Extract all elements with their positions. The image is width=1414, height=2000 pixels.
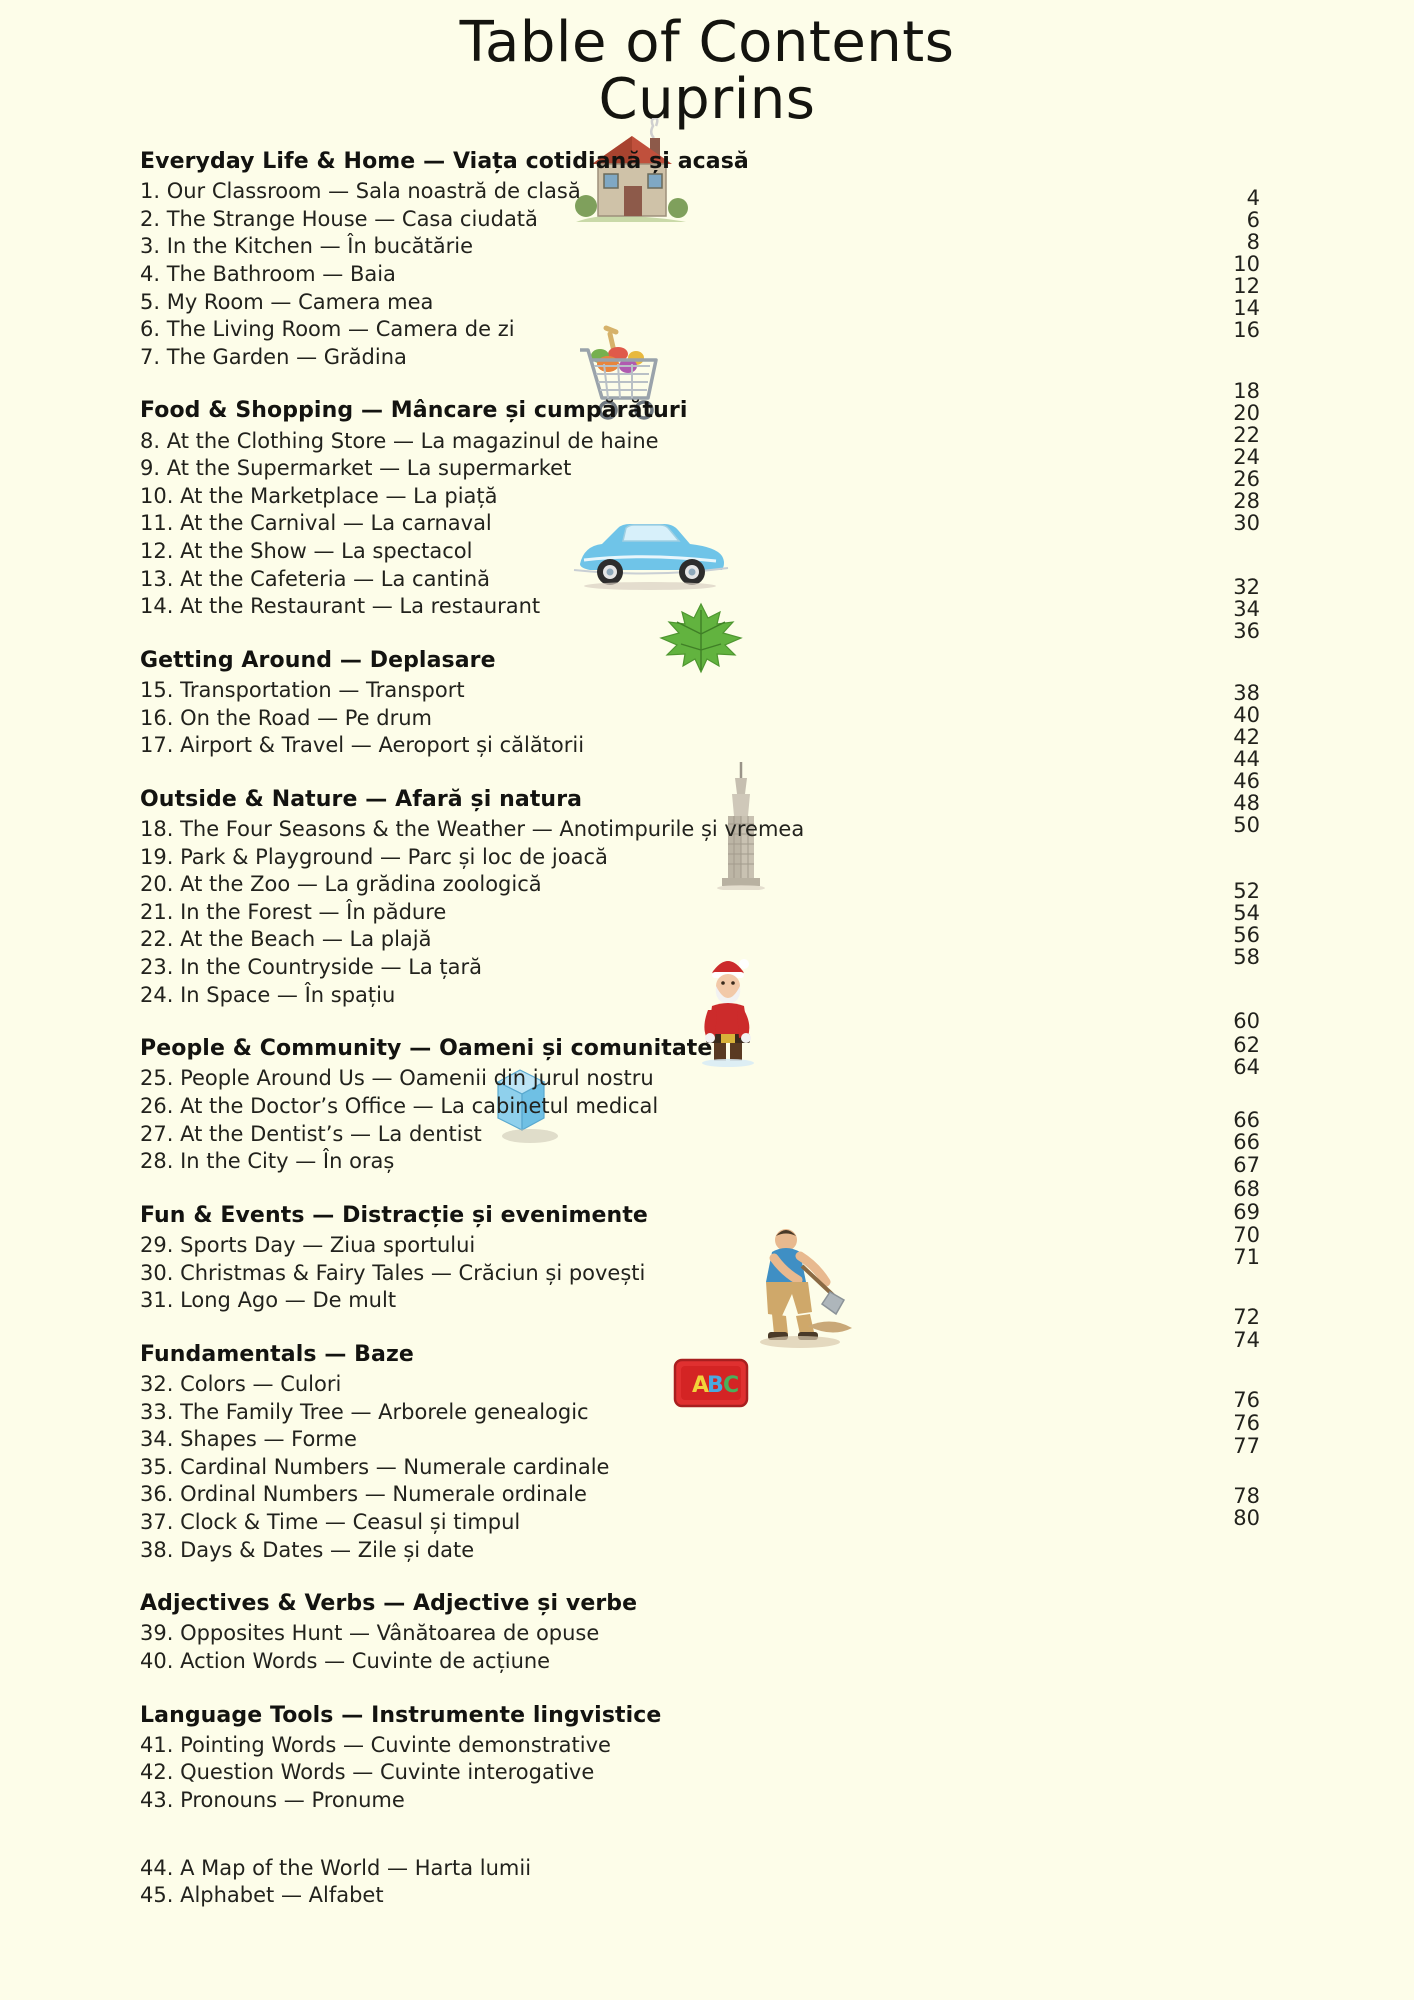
toc-entry[interactable]: 44. A Map of the World — Harta lumii (140, 1855, 532, 1880)
toc-entry[interactable]: 22. At the Beach — La plajă (140, 927, 432, 952)
toc-page-number: 18 (1233, 379, 1260, 403)
toc-page-number: 6 (1246, 208, 1260, 232)
toc-entry[interactable]: 10. At the Marketplace — La piață (140, 483, 498, 508)
toc-page-number: 78 (1233, 1484, 1260, 1508)
toc-page-number: 24 (1233, 445, 1260, 469)
toc-page-number: 48 (1233, 791, 1260, 815)
toc-page-number: 66 (1233, 1130, 1260, 1154)
toc-entry[interactable]: 33. The Family Tree — Arborele genealogic (140, 1399, 589, 1424)
toc-page-number: 76 (1233, 1411, 1260, 1435)
toc-page-number: 12 (1233, 274, 1260, 298)
svg-text:B: B (707, 1373, 724, 1398)
toc-section-heading: Fundamentals — Baze (140, 1341, 414, 1367)
toc-entry[interactable]: 16. On the Road — Pe drum (140, 705, 433, 730)
toc-section-heading: Getting Around — Deplasare (140, 647, 496, 673)
toc-entry[interactable]: 37. Clock & Time — Ceasul și timpul (140, 1510, 521, 1535)
toc-section-heading: Everyday Life & Home — Viața cotidiană și acasă (140, 149, 749, 174)
toc-page-number: 16 (1233, 318, 1260, 342)
toc-entry[interactable]: 26. At the Doctor’s Office — La cabinetul medical (140, 1094, 659, 1119)
toc-section-heading: Food & Shopping — Mâncare și cumpărături (140, 398, 688, 424)
toc-section-heading: Fun & Events — Distracție și evenimente (140, 1202, 648, 1228)
toc-entry[interactable]: 30. Christmas & Fairy Tales — Crăciun și povești (140, 1260, 646, 1285)
toc-entry[interactable]: 3. In the Kitchen — În bucătărie (140, 234, 474, 259)
toc-entry[interactable]: 8. At the Clothing Store — La magazinul de haine (140, 428, 659, 453)
toc-entry[interactable]: 5. My Room — Camera mea (140, 289, 434, 314)
svg-text:C: C (723, 1373, 740, 1398)
toc-page-number: 64 (1233, 1055, 1260, 1079)
toc-page-number: 62 (1233, 1033, 1260, 1057)
toc-entry[interactable]: 32. Colors — Culori (140, 1372, 342, 1397)
toc-entry[interactable]: 40. Action Words — Cuvinte de acțiune (140, 1649, 551, 1674)
toc-entry[interactable]: 27. At the Dentist’s — La dentist (140, 1121, 482, 1146)
toc-entry[interactable]: 43. Pronouns — Pronume (140, 1788, 405, 1813)
toc-page-number: 67 (1233, 1153, 1260, 1177)
toc-page-number: 72 (1233, 1305, 1260, 1329)
toc-page-number: 70 (1233, 1223, 1260, 1247)
toc-page-number: 68 (1233, 1177, 1260, 1201)
toc-page-number: 36 (1233, 619, 1260, 643)
toc-page-number: 60 (1233, 1009, 1260, 1033)
toc-page-number: 77 (1233, 1434, 1260, 1458)
toc-page-number: 56 (1233, 923, 1260, 947)
toc-page-number: 71 (1233, 1245, 1260, 1269)
toc-entry[interactable]: 42. Question Words — Cuvinte interogative (140, 1760, 595, 1785)
toc-entry[interactable]: 11. At the Carnival — La carnaval (140, 511, 492, 536)
toc-entry[interactable]: 17. Airport & Travel — Aeroport și călătorii (140, 733, 585, 758)
toc-entry[interactable]: 35. Cardinal Numbers — Numerale cardinale (140, 1454, 610, 1479)
toc-entry[interactable]: 1. Our Classroom — Sala noastră de clasă (140, 179, 581, 204)
toc-entry[interactable]: 7. The Garden — Grădina (140, 344, 407, 369)
toc-entry[interactable]: 45. Alphabet — Alfabet (140, 1883, 384, 1908)
toc-page-number: 22 (1233, 423, 1260, 447)
toc-page-number: 30 (1233, 511, 1260, 535)
toc-page-number: 10 (1233, 252, 1260, 276)
toc-entry[interactable]: 23. In the Countryside — La țară (140, 955, 483, 979)
toc-entry[interactable]: 41. Pointing Words — Cuvinte demonstrative (140, 1732, 611, 1757)
toc-entry[interactable]: 2. The Strange House — Casa ciudată (140, 206, 538, 231)
toc-entry[interactable]: 4. The Bathroom — Baia (140, 262, 396, 287)
toc-page-number: 54 (1233, 901, 1260, 925)
toc-page-number: 52 (1233, 879, 1260, 903)
toc-entry[interactable]: 15. Transportation — Transport (140, 678, 465, 703)
toc-entry[interactable]: 38. Days & Dates — Zile și date (140, 1537, 475, 1562)
toc-entry[interactable]: 28. In the City — În oraș (140, 1149, 395, 1174)
toc-page-number: 44 (1233, 747, 1260, 771)
toc-entry[interactable]: 25. People Around Us — Oamenii din jurul nostru (140, 1066, 654, 1091)
toc-page-number: 20 (1233, 401, 1260, 425)
toc-page-number: 58 (1233, 945, 1260, 969)
toc-entry[interactable]: 18. The Four Seasons & the Weather — Anotimpurile și vremea (140, 817, 805, 842)
toc-entry[interactable]: 12. At the Show — La spectacol (140, 539, 473, 563)
toc-entry[interactable]: 36. Ordinal Numbers — Numerale ordinale (140, 1482, 587, 1507)
toc-page-number: 38 (1233, 681, 1260, 705)
toc-entry[interactable]: 6. The Living Room — Camera de zi (140, 317, 515, 342)
toc-page-number: 4 (1246, 186, 1260, 210)
toc-page-number: 8 (1246, 230, 1260, 254)
toc-page-number: 46 (1233, 769, 1260, 793)
toc-entry[interactable]: 31. Long Ago — De mult (140, 1288, 397, 1313)
toc-entry[interactable]: 24. In Space — În spațiu (140, 982, 396, 1007)
toc-entry[interactable]: 39. Opposites Hunt — Vânătoarea de opuse (140, 1621, 600, 1646)
toc-page-number: 50 (1233, 813, 1260, 837)
svg-text:A: A (692, 1373, 710, 1398)
toc-page-number: 34 (1233, 597, 1260, 621)
toc-entry[interactable]: 14. At the Restaurant — La restaurant (140, 594, 541, 619)
toc-entry[interactable]: 29. Sports Day — Ziua sportului (140, 1233, 476, 1258)
toc-page-number: 14 (1233, 296, 1260, 320)
toc-page-number: 32 (1233, 575, 1260, 599)
page-title-romanian: Cuprins (598, 67, 816, 133)
toc-entry[interactable]: 34. Shapes — Forme (140, 1427, 357, 1452)
toc-section-heading: Adjectives & Verbs — Adjective și verbe (140, 1591, 638, 1617)
toc-page-number: 74 (1233, 1328, 1260, 1352)
toc-entry[interactable]: 9. At the Supermarket — La supermarket (140, 456, 572, 481)
page-title-english: Table of Contents (459, 10, 955, 75)
toc-page-number: 26 (1233, 467, 1260, 491)
toc-page-number: 80 (1233, 1506, 1260, 1530)
toc-page-number: 76 (1233, 1388, 1260, 1412)
toc-section-heading: People & Community — Oameni și comunitate (140, 1036, 713, 1062)
toc-entry[interactable]: 19. Park & Playground — Parc și loc de joacă (140, 844, 608, 869)
toc-entry[interactable]: 21. In the Forest — În pădure (140, 899, 447, 924)
toc-section-heading: Outside & Nature — Afară și natura (140, 786, 583, 812)
toc-section-heading: Language Tools — Instrumente lingvistice (140, 1702, 662, 1728)
toc-entry[interactable]: 20. At the Zoo — La grădina zoologică (140, 872, 542, 897)
toc-page-number: 40 (1233, 703, 1260, 727)
toc-entry[interactable]: 13. At the Cafeteria — La cantină (140, 566, 491, 591)
toc-page-number: 66 (1233, 1108, 1260, 1132)
toc-page-number: 69 (1233, 1200, 1260, 1224)
toc-page-number: 28 (1233, 489, 1260, 513)
toc-page-number: 42 (1233, 725, 1260, 749)
